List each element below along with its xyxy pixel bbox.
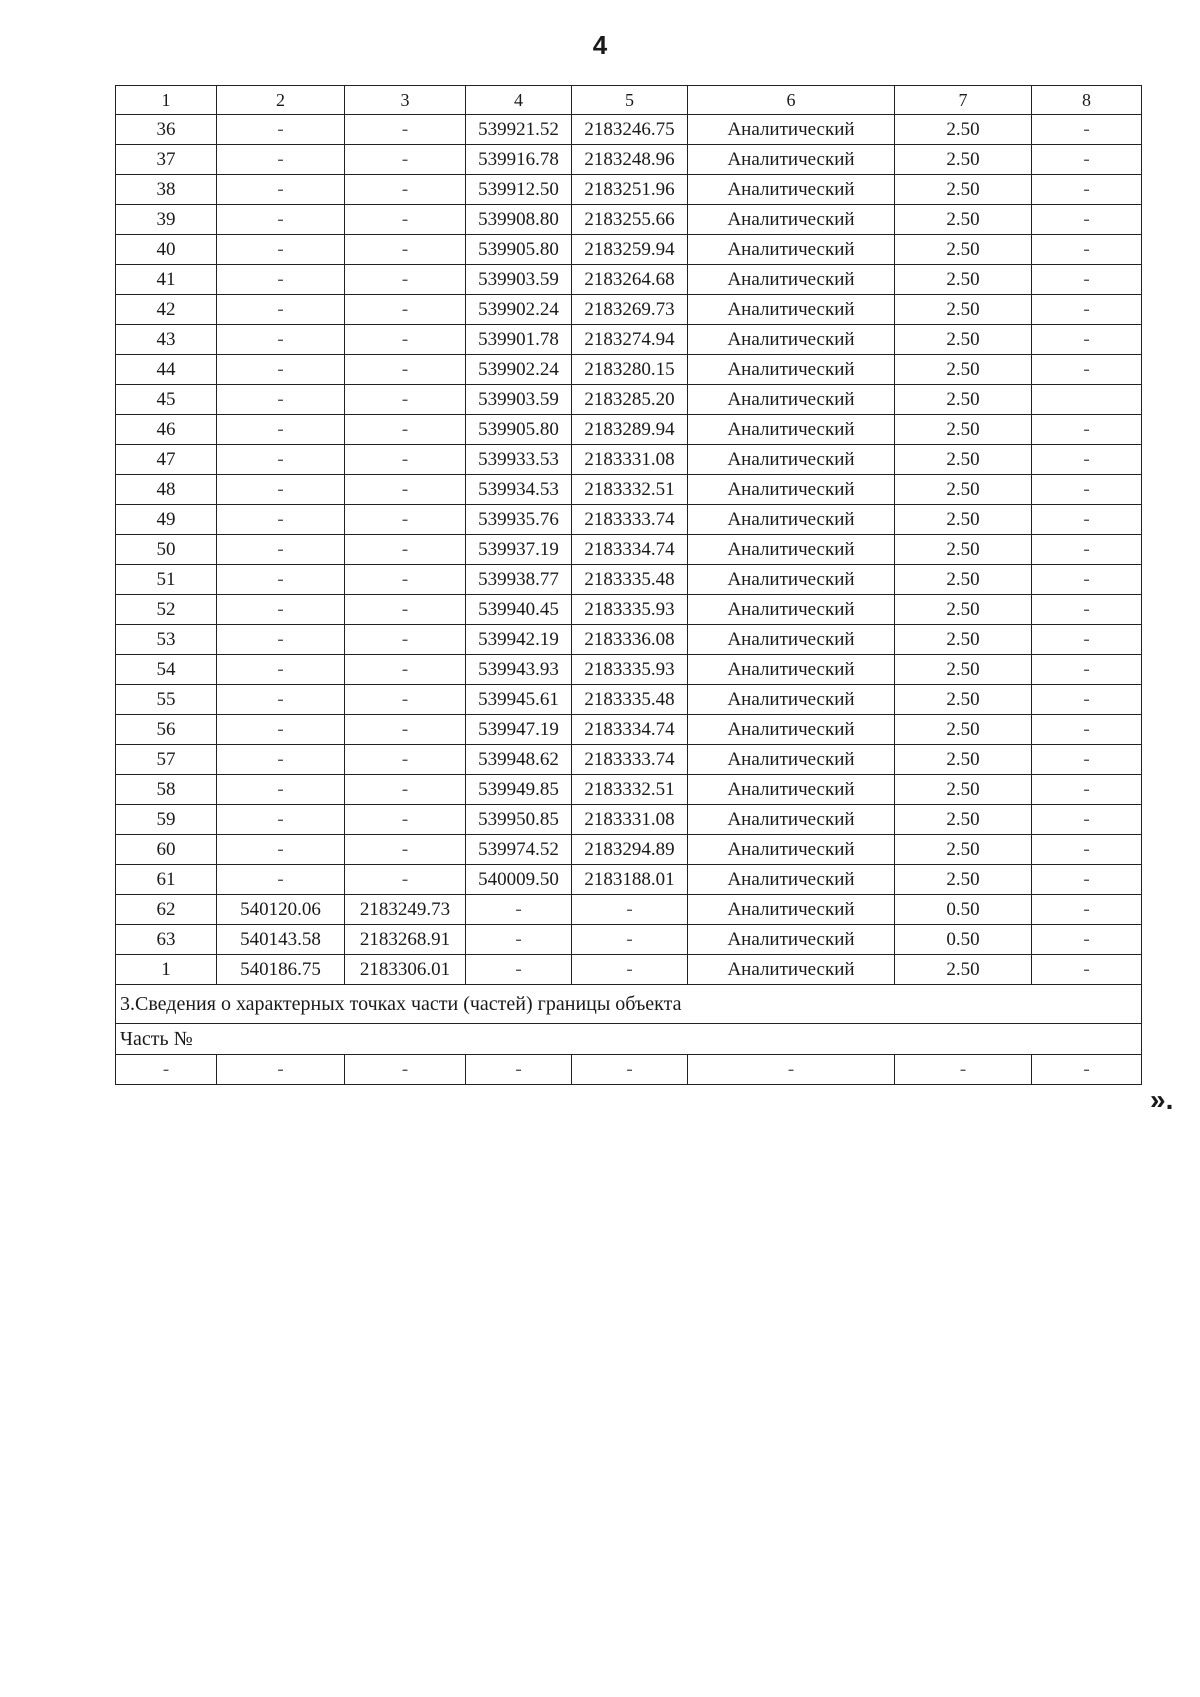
table-cell: 63 (116, 925, 217, 955)
table-cell: 2.50 (895, 175, 1032, 205)
table-cell: 2183251.96 (572, 175, 688, 205)
table-cell: 2183269.73 (572, 295, 688, 325)
table-row (116, 415, 1142, 445)
table-cell: 2183268.91 (345, 925, 466, 955)
table-cell: - (466, 895, 572, 925)
table-cell: Аналитический (688, 865, 895, 895)
table-cell: - (217, 145, 345, 175)
table-cell: - (1032, 685, 1142, 715)
table-cell: 2183335.93 (572, 595, 688, 625)
table-cell: 0.50 (895, 895, 1032, 925)
table-body (116, 86, 1142, 1085)
table-cell: - (345, 745, 466, 775)
table-cell: - (217, 355, 345, 385)
table-cell: - (1032, 355, 1142, 385)
boundary-points-table (115, 85, 1142, 1085)
table-cell: - (345, 475, 466, 505)
table-cell: 539933.53 (466, 445, 572, 475)
table-cell: - (1032, 865, 1142, 895)
table-cell: - (345, 385, 466, 415)
table-row (116, 655, 1142, 685)
table-cell: 0.50 (895, 925, 1032, 955)
table-row (116, 775, 1142, 805)
table-cell: - (1032, 235, 1142, 265)
table-cell: Аналитический (688, 535, 895, 565)
table-row (116, 475, 1142, 505)
table-cell: 56 (116, 715, 217, 745)
table-cell: 2.50 (895, 355, 1032, 385)
table-cell: - (345, 655, 466, 685)
table-cell: 539921.52 (466, 115, 572, 145)
table-cell: 2183246.75 (572, 115, 688, 145)
table-cell: 48 (116, 475, 217, 505)
table-cell: 2183248.96 (572, 145, 688, 175)
table-cell: 2.50 (895, 775, 1032, 805)
table-cell: 45 (116, 385, 217, 415)
table-cell: 2183332.51 (572, 775, 688, 805)
table-cell: - (217, 1055, 345, 1085)
table-cell: 539908.80 (466, 205, 572, 235)
table-cell: 540186.75 (217, 955, 345, 985)
table-cell: 539938.77 (466, 565, 572, 595)
table-cell: 57 (116, 745, 217, 775)
table-row (116, 715, 1142, 745)
table-cell: - (466, 925, 572, 955)
table-cell: 36 (116, 115, 217, 145)
table-cell: 2183264.68 (572, 265, 688, 295)
table-row (116, 955, 1142, 985)
table-cell: 539943.93 (466, 655, 572, 685)
table-cell: - (345, 1055, 466, 1085)
table-row (116, 895, 1142, 925)
table-cell: Аналитический (688, 775, 895, 805)
table-cell: 58 (116, 775, 217, 805)
table-cell: - (217, 865, 345, 895)
table-row (116, 385, 1142, 415)
table-cell: 43 (116, 325, 217, 355)
table-cell: 539905.80 (466, 415, 572, 445)
table-cell: - (345, 625, 466, 655)
table-cell: - (345, 295, 466, 325)
table-cell: - (217, 595, 345, 625)
table-cell: - (345, 235, 466, 265)
table-cell: 2.50 (895, 325, 1032, 355)
table-row (116, 565, 1142, 595)
table-cell: 2183333.74 (572, 505, 688, 535)
table-cell: Аналитический (688, 145, 895, 175)
table-cell: 62 (116, 895, 217, 925)
table-cell: 539947.19 (466, 715, 572, 745)
column-header: 5 (572, 86, 688, 115)
table-cell: 2183306.01 (345, 955, 466, 985)
table-cell: 2183335.48 (572, 565, 688, 595)
table-cell: - (345, 415, 466, 445)
table-row (116, 745, 1142, 775)
table-cell: Аналитический (688, 565, 895, 595)
column-header: 4 (466, 86, 572, 115)
table-cell: 2.50 (895, 865, 1032, 895)
table-cell: - (1032, 955, 1142, 985)
table-cell: 540120.06 (217, 895, 345, 925)
table-cell: - (345, 445, 466, 475)
table-cell: Аналитический (688, 655, 895, 685)
table-cell: 539950.85 (466, 805, 572, 835)
table-cell: - (217, 745, 345, 775)
table-cell: Аналитический (688, 745, 895, 775)
table-cell: Аналитический (688, 385, 895, 415)
table-cell: 2.50 (895, 595, 1032, 625)
table-cell: 55 (116, 685, 217, 715)
table-cell: Аналитический (688, 355, 895, 385)
table-cell: - (1032, 655, 1142, 685)
table-cell: - (895, 1055, 1032, 1085)
table-cell: 2183334.74 (572, 535, 688, 565)
table-cell: - (345, 715, 466, 745)
table-cell: - (1032, 925, 1142, 955)
table-cell: Аналитический (688, 805, 895, 835)
table-cell: 42 (116, 295, 217, 325)
table-cell: - (345, 865, 466, 895)
table-cell: 539945.61 (466, 685, 572, 715)
table-cell: 539916.78 (466, 145, 572, 175)
table-cell: 2.50 (895, 655, 1032, 685)
table-cell: - (345, 835, 466, 865)
table-cell: Аналитический (688, 205, 895, 235)
table-cell: Аналитический (688, 175, 895, 205)
table-row (116, 805, 1142, 835)
table-cell: - (217, 115, 345, 145)
table-row (116, 205, 1142, 235)
table-cell: 539948.62 (466, 745, 572, 775)
table-row (116, 235, 1142, 265)
table-cell: - (217, 505, 345, 535)
table-row (116, 835, 1142, 865)
table-cell: - (345, 115, 466, 145)
table-cell: 2183294.89 (572, 835, 688, 865)
table-cell: 2.50 (895, 745, 1032, 775)
table-cell: 539905.80 (466, 235, 572, 265)
table-cell: 2183335.48 (572, 685, 688, 715)
table-cell: Аналитический (688, 715, 895, 745)
table-cell: Аналитический (688, 955, 895, 985)
table-cell: 539934.53 (466, 475, 572, 505)
table-cell: 2.50 (895, 235, 1032, 265)
table-cell: 539903.59 (466, 385, 572, 415)
table-cell: - (345, 685, 466, 715)
column-header: 6 (688, 86, 895, 115)
table-row (116, 505, 1142, 535)
table-cell: - (572, 895, 688, 925)
table-row (116, 175, 1142, 205)
table-cell: 60 (116, 835, 217, 865)
table-cell: - (345, 775, 466, 805)
table-cell: 2183331.08 (572, 805, 688, 835)
table-cell: 37 (116, 145, 217, 175)
table-cell: - (217, 805, 345, 835)
table-cell: - (217, 295, 345, 325)
table-cell: - (345, 565, 466, 595)
table-cell: - (1032, 1055, 1142, 1085)
table-cell: - (345, 205, 466, 235)
table-cell: 2.50 (895, 445, 1032, 475)
table-cell: - (217, 265, 345, 295)
table-cell: - (217, 475, 345, 505)
table-cell: 2.50 (895, 955, 1032, 985)
table-cell: 41 (116, 265, 217, 295)
table-cell: Аналитический (688, 445, 895, 475)
table-header-row (116, 86, 1142, 115)
table-cell: - (1032, 895, 1142, 925)
table-cell: - (466, 955, 572, 985)
table-cell: - (1032, 205, 1142, 235)
table-cell: Аналитический (688, 235, 895, 265)
table-cell: - (217, 175, 345, 205)
table-cell: 52 (116, 595, 217, 625)
table-cell: - (1032, 805, 1142, 835)
column-header: 8 (1032, 86, 1142, 115)
table-cell: Аналитический (688, 625, 895, 655)
table-cell: Аналитический (688, 685, 895, 715)
table-cell: - (1032, 715, 1142, 745)
table-cell: - (1032, 115, 1142, 145)
table-cell: 539912.50 (466, 175, 572, 205)
table-cell: - (345, 175, 466, 205)
table-cell: 49 (116, 505, 217, 535)
table-cell: Аналитический (688, 475, 895, 505)
table-cell: - (1032, 265, 1142, 295)
table-cell (1032, 385, 1142, 415)
table-row (116, 265, 1142, 295)
table-cell: - (1032, 535, 1142, 565)
table-cell: 2.50 (895, 685, 1032, 715)
table-cell: - (466, 1055, 572, 1085)
table-cell: 2183334.74 (572, 715, 688, 745)
table-row (116, 355, 1142, 385)
part-label-row (116, 1024, 1142, 1055)
table-cell: 38 (116, 175, 217, 205)
part-label: Часть № (116, 1024, 1142, 1055)
table-cell: - (1032, 505, 1142, 535)
table-cell: 2.50 (895, 805, 1032, 835)
table-cell: 539942.19 (466, 625, 572, 655)
table-cell: 539902.24 (466, 295, 572, 325)
table-cell: 2183333.74 (572, 745, 688, 775)
table-cell: 2183188.01 (572, 865, 688, 895)
table-cell: - (345, 505, 466, 535)
table-row (116, 145, 1142, 175)
section-title: 3.Сведения о характерных точках части (частей) границы объекта (116, 985, 1142, 1024)
table-cell: - (345, 265, 466, 295)
table-row (116, 325, 1142, 355)
table-cell: Аналитический (688, 835, 895, 865)
table-cell: 2.50 (895, 505, 1032, 535)
table-cell: - (345, 355, 466, 385)
table-cell: - (217, 235, 345, 265)
table-cell: - (345, 805, 466, 835)
table-cell: - (1032, 835, 1142, 865)
table-cell: 539937.19 (466, 535, 572, 565)
table-cell: 46 (116, 415, 217, 445)
table-cell: - (1032, 145, 1142, 175)
table-cell: 539902.24 (466, 355, 572, 385)
table-cell: 40 (116, 235, 217, 265)
table-cell: Аналитический (688, 895, 895, 925)
table-row (116, 625, 1142, 655)
column-header: 1 (116, 86, 217, 115)
column-header: 3 (345, 86, 466, 115)
table-cell: - (217, 385, 345, 415)
table-cell: 2.50 (895, 265, 1032, 295)
table-cell: 61 (116, 865, 217, 895)
table-cell: 2.50 (895, 385, 1032, 415)
table-cell: - (217, 775, 345, 805)
table-cell: 540009.50 (466, 865, 572, 895)
table-cell: - (572, 955, 688, 985)
table-cell: 540143.58 (217, 925, 345, 955)
table-cell: Аналитический (688, 265, 895, 295)
table-cell: 2183332.51 (572, 475, 688, 505)
table-cell: 2.50 (895, 415, 1032, 445)
table-cell: 2183259.94 (572, 235, 688, 265)
table-cell: - (217, 565, 345, 595)
table-cell: 2183285.20 (572, 385, 688, 415)
table-cell: Аналитический (688, 295, 895, 325)
table-cell: 51 (116, 565, 217, 595)
empty-part-row (116, 1055, 1142, 1085)
table-cell: - (688, 1055, 895, 1085)
table-cell: - (345, 145, 466, 175)
table-cell: - (217, 625, 345, 655)
column-header: 2 (217, 86, 345, 115)
table-cell: 50 (116, 535, 217, 565)
table-cell: 2.50 (895, 145, 1032, 175)
table-cell: - (217, 205, 345, 235)
column-header: 7 (895, 86, 1032, 115)
table-cell: - (217, 535, 345, 565)
closing-quote: ». (1150, 1084, 1174, 1115)
table-cell: - (572, 925, 688, 955)
table-cell: 44 (116, 355, 217, 385)
table-cell: 539940.45 (466, 595, 572, 625)
table-cell: 2.50 (895, 715, 1032, 745)
table-cell: Аналитический (688, 325, 895, 355)
table-cell: 47 (116, 445, 217, 475)
table-cell: 1 (116, 955, 217, 985)
table-cell: 2183289.94 (572, 415, 688, 445)
table-cell: 2.50 (895, 565, 1032, 595)
table-cell: 539974.52 (466, 835, 572, 865)
table-row (116, 685, 1142, 715)
table-cell: 2183331.08 (572, 445, 688, 475)
table-cell: 2.50 (895, 475, 1032, 505)
table-cell: 2.50 (895, 835, 1032, 865)
table-cell: 2.50 (895, 625, 1032, 655)
table-cell: - (217, 325, 345, 355)
table-cell: - (1032, 595, 1142, 625)
table-cell: 539935.76 (466, 505, 572, 535)
table-cell: 2183336.08 (572, 625, 688, 655)
table-cell: 2183335.93 (572, 655, 688, 685)
table-cell: - (116, 1055, 217, 1085)
table-cell: - (1032, 325, 1142, 355)
table-cell: 539903.59 (466, 265, 572, 295)
table-cell: - (345, 595, 466, 625)
table-cell: Аналитический (688, 595, 895, 625)
table-cell: 2.50 (895, 295, 1032, 325)
table-cell: - (217, 835, 345, 865)
table-cell: - (1032, 295, 1142, 325)
table-row (116, 295, 1142, 325)
table-cell: 54 (116, 655, 217, 685)
table-cell: - (1032, 565, 1142, 595)
table-cell: 39 (116, 205, 217, 235)
table-cell: Аналитический (688, 505, 895, 535)
table-cell: - (1032, 745, 1142, 775)
table-cell: 53 (116, 625, 217, 655)
table-cell: 2183274.94 (572, 325, 688, 355)
table-cell: Аналитический (688, 415, 895, 445)
table-cell: - (1032, 175, 1142, 205)
table-cell: Аналитический (688, 925, 895, 955)
table-cell: 2.50 (895, 535, 1032, 565)
table-cell: - (217, 685, 345, 715)
table-cell: - (217, 445, 345, 475)
table-cell: - (572, 1055, 688, 1085)
table-cell: 2183255.66 (572, 205, 688, 235)
table-cell: - (1032, 445, 1142, 475)
table-cell: 2183249.73 (345, 895, 466, 925)
table-row (116, 865, 1142, 895)
table-row (116, 925, 1142, 955)
table-cell: - (1032, 775, 1142, 805)
table-row (116, 535, 1142, 565)
table-cell: 2.50 (895, 115, 1032, 145)
page-number: 4 (592, 30, 608, 60)
table-cell: Аналитический (688, 115, 895, 145)
table-cell: 539901.78 (466, 325, 572, 355)
table-cell: - (217, 655, 345, 685)
table-row (116, 595, 1142, 625)
table-cell: 2183280.15 (572, 355, 688, 385)
table-cell: - (1032, 625, 1142, 655)
table-cell: 59 (116, 805, 217, 835)
table-cell: - (1032, 475, 1142, 505)
table-cell: - (1032, 415, 1142, 445)
table-cell: - (217, 715, 345, 745)
section-title-row (116, 985, 1142, 1024)
table-cell: - (217, 415, 345, 445)
table-cell: - (345, 325, 466, 355)
table-cell: - (345, 535, 466, 565)
table-row (116, 445, 1142, 475)
table-cell: 2.50 (895, 205, 1032, 235)
table-row (116, 115, 1142, 145)
table-cell: 539949.85 (466, 775, 572, 805)
